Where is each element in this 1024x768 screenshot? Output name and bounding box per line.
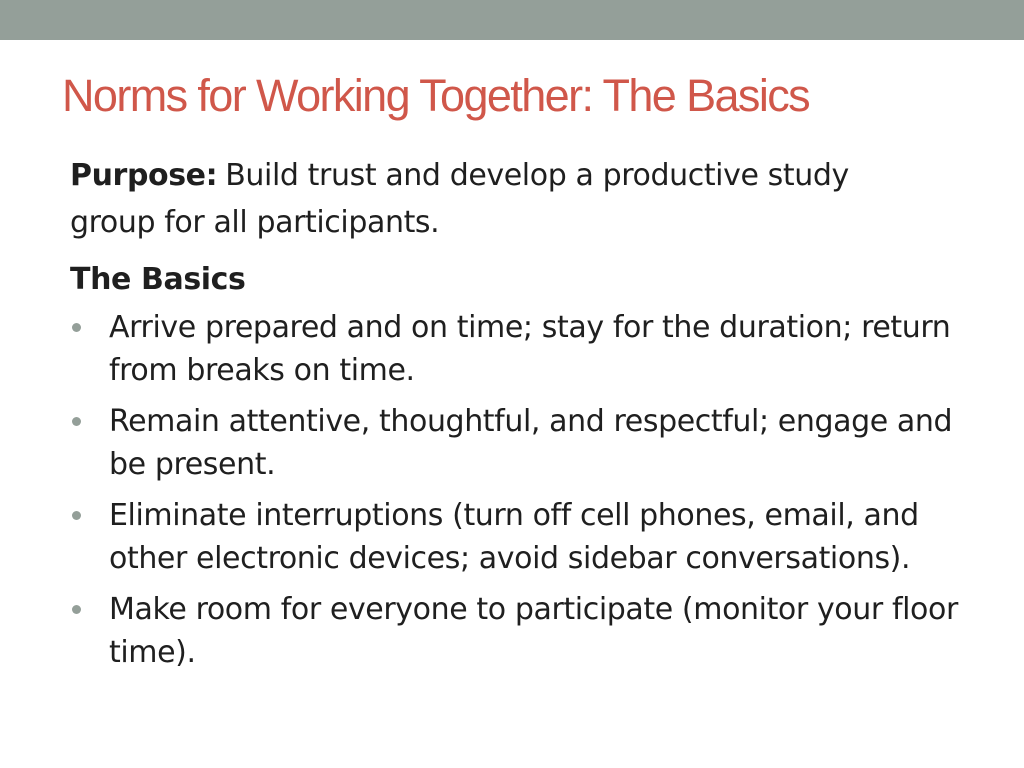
list-item-text: Eliminate interruptions (turn off cell phones, email, and other electronic devices; avoid sidebar conversations). <box>109 498 919 576</box>
purpose-statement <box>70 152 930 246</box>
list-item <box>70 306 980 392</box>
list-item <box>70 494 980 580</box>
list-item <box>70 588 980 674</box>
slide-title: Norms for Working Together: The Basics <box>62 70 810 121</box>
slide-body <box>70 152 980 682</box>
basics-heading: The Basics <box>70 262 246 297</box>
list-item <box>70 400 980 486</box>
bullet-dot-icon <box>72 417 81 426</box>
list-item-text: Remain attentive, thoughtful, and respectful; engage and be present. <box>109 404 953 482</box>
purpose-text: Build trust and develop a productive study group for all participants. <box>70 158 849 240</box>
bullet-dot-icon <box>72 511 81 520</box>
basics-list <box>70 306 980 674</box>
list-item-text: Arrive prepared and on time; stay for the duration; return from breaks on time. <box>109 310 951 388</box>
list-item-text: Make room for everyone to participate (monitor your floor time). <box>109 592 958 670</box>
purpose-label: Purpose: <box>70 158 218 193</box>
bullet-dot-icon <box>72 605 81 614</box>
header-band <box>0 0 1024 40</box>
bullet-dot-icon <box>72 323 81 332</box>
